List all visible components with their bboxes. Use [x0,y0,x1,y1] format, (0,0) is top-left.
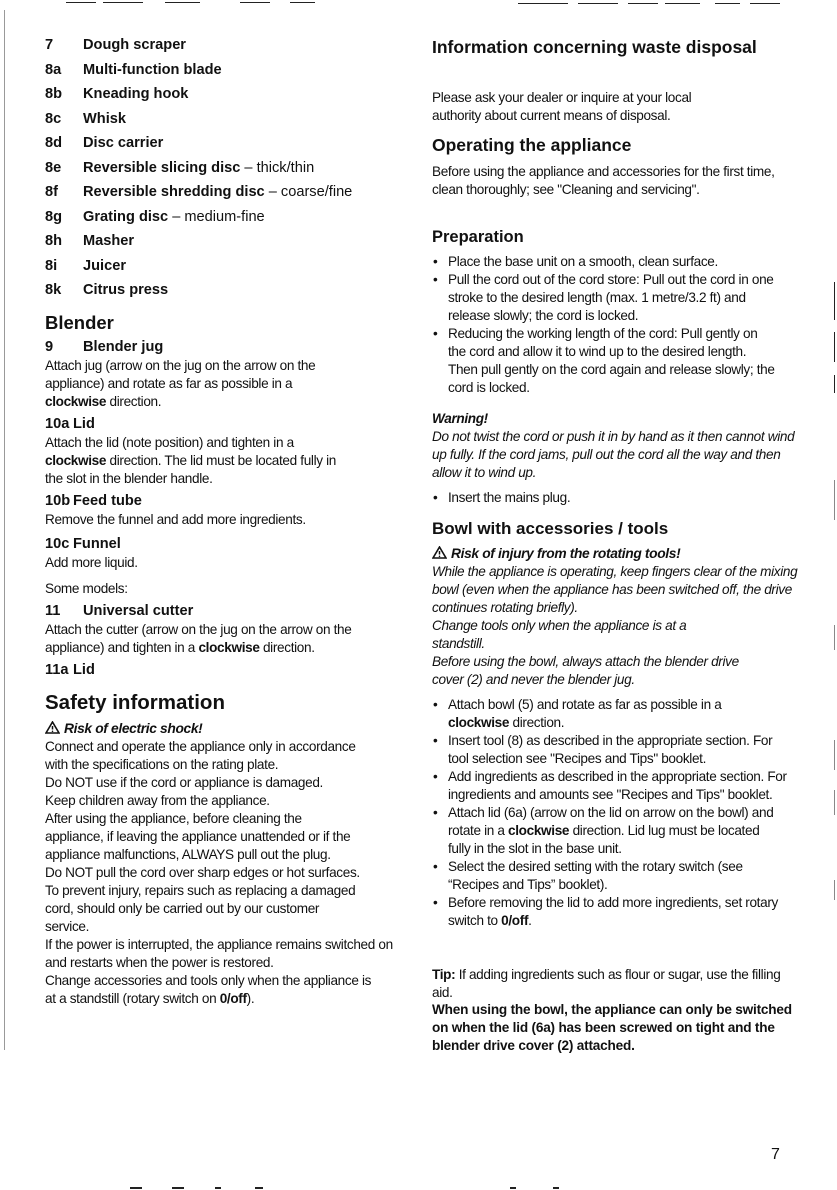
scan-mark [518,3,568,4]
scan-mark [834,480,835,520]
list-item: • Before removing the lid to add more ingredients, set rotary switch to 0/off. [432,894,788,930]
scan-mark [4,10,5,1050]
electric-shock-warning: Risk of electric shock! [45,720,415,738]
scan-mark [750,3,780,4]
scan-mark [834,282,835,320]
waste-disposal-heading: Information concerning waste disposal [432,37,757,57]
list-item: 8g Grating disc – medium-fine [45,208,265,225]
bowl-warning-text: While the appliance is operating, keep fingers clear of the mixing bowl (even when the appliance has been switched off, the drive continues rotating briefly). Change tools only when the appliance is at a standstill. Before using the bowl, always attach the blender drive cover (2) and never the blender jug. [432,564,798,687]
scan-mark [215,1187,221,1189]
scan-mark [834,625,835,650]
plug-list [432,489,802,507]
scan-mark [510,1187,516,1189]
list-item: • Select the desired setting with the rotary switch (see “Recipes and Tips” booklet). [432,858,790,894]
scan-mark [255,1187,263,1189]
funnel-text: Add more liquid. [45,555,138,570]
scan-mark [553,1187,559,1189]
list-item: • Attach bowl (5) and rotate as far as possible in a clockwise direction. [432,696,768,732]
blender-heading: Blender [45,312,114,333]
list-item: • Add ingredients as described in the appropriate section. For ingredients and amounts see "Recipes and Tips" booklet. [432,768,790,804]
bowl-final-note: When using the bowl, the appliance can only be switched on when the lid (6a) has been screwed on tight and the blender drive cover (2) attached. [432,1002,792,1053]
operating-heading: Operating the appliance [432,135,632,155]
list-item: 8a Multi-function blade [45,61,222,78]
cutter-lid-title: 11a Lid [45,662,95,678]
scan-mark [628,3,658,4]
scan-mark [103,2,143,3]
scan-mark [130,1187,142,1189]
scan-mark [240,2,270,3]
some-models-text: Some models: [45,581,128,596]
list-item: 8b Kneading hook [45,86,189,102]
scan-mark [165,2,200,3]
scan-mark [578,3,618,4]
warning-text: Do not twist the cord or push it in by hand as it then cannot wind up fully. If the cord jams, pull out the cord all the way and then allow it to wind up. [432,429,795,480]
list-item: 7 Dough scraper [45,37,186,53]
waste-disposal-text: Please ask your dealer or inquire at your local authority about current means of disposal. [432,90,692,123]
safety-text: Connect and operate the appliance only in accordance with the specifications on the rating plate. Do NOT use if the cord or appliance is damaged. Keep children away from the appliance. After using the appliance, before cleaning the appliance, if leaving the appliance unattended or if the appliance malfunctions, ALWAYS pull out the plug. Do NOT pull the cord over sharp edges or hot surfaces. To prevent injury, repairs such as replacing a damaged cord, should only be carried out by our customer service. If the power is interrupted, the appliance remains switched on and restarts when the power is restored. Change accessories and tools only when the appliance is at a standstill (rotary switch on 0/off). [45,739,393,1006]
scan-mark [665,3,700,4]
warning-title: Warning! [432,411,488,426]
scan-mark [715,3,740,4]
bowl-heading: Bowl with accessories / tools [432,519,669,538]
scan-mark [66,2,96,3]
page-number: 7 [771,1146,780,1163]
list-item: • Reducing the working length of the cord: Pull gently on the cord and allow it to wind up to the desired length. Then pull gently on the cord again and release slowly; the cord is locked. [432,325,777,397]
operating-text: Before using the appliance and accessories for the first time, clean thoroughly; see "Cleaning and servicing". [432,164,775,197]
list-item: • Insert the mains plug. [432,489,802,507]
scan-mark [834,740,835,770]
list-item: • Insert tool (8) as described in the appropriate section. For tool selection see "Recipes and Tips" booklet. [432,732,790,768]
list-item: • Pull the cord out of the cord store: Pull out the cord in one stroke to the desired length (max. 1 metre/3.2 ft) and release slowly; the cord is locked. [432,271,777,325]
scan-mark [172,1187,184,1189]
scan-mark [834,790,835,815]
scan-mark [290,2,315,3]
preparation-list [432,253,777,397]
scan-mark [834,880,835,900]
safety-heading: Safety information [45,691,225,714]
list-item: 8i Juicer [45,257,126,274]
list-item: 8e Reversible slicing disc – thick/thin [45,159,315,176]
list-item: 8k Citrus press [45,282,169,298]
blender-jug-title: 9 Blender jug [45,339,164,355]
scan-mark [834,332,835,362]
scan-mark [834,375,835,393]
list-item: 8d Disc carrier [45,135,164,151]
lid-title: 10a Lid [45,416,95,432]
tip-text: Tip: If adding ingredients such as flour or sugar, use the filling aid. [432,967,781,1000]
preparation-heading: Preparation [432,228,524,246]
universal-cutter-title: 11 Universal cutter [45,603,194,619]
bowl-steps-list [432,696,790,930]
list-item: 8h Masher [45,233,135,249]
rotating-tools-warning: Risk of injury from the rotating tools! [432,545,802,563]
list-item: 8c Whisk [45,110,126,127]
list-item: 8f Reversible shredding disc – coarse/fine [45,184,353,200]
list-item: • Attach lid (6a) (arrow on the lid on arrow on the bowl) and rotate in a clockwise direction. Lid lug must be located fully in the slot in the base unit. [432,804,778,858]
list-item: • Place the base unit on a smooth, clean surface. [432,253,777,271]
lid-text: Attach the lid (note position) and tighten in a clockwise direction. The lid must be located fully in the slot in the blender handle. [45,435,337,486]
funnel-title: 10c Funnel [45,536,121,552]
universal-cutter-text: Attach the cutter (arrow on the jug on the arrow on the appliance) and tighten in a clockwise direction. [45,622,352,655]
feed-tube-text: Remove the funnel and add more ingredients. [45,512,306,527]
warning-triangle-icon [45,721,60,734]
warning-triangle-icon [432,546,447,559]
feed-tube-title: 10b Feed tube [45,493,142,509]
blender-jug-text: Attach jug (arrow on the jug on the arrow on the appliance) and rotate as far as possible in a clockwise direction. [45,358,316,409]
